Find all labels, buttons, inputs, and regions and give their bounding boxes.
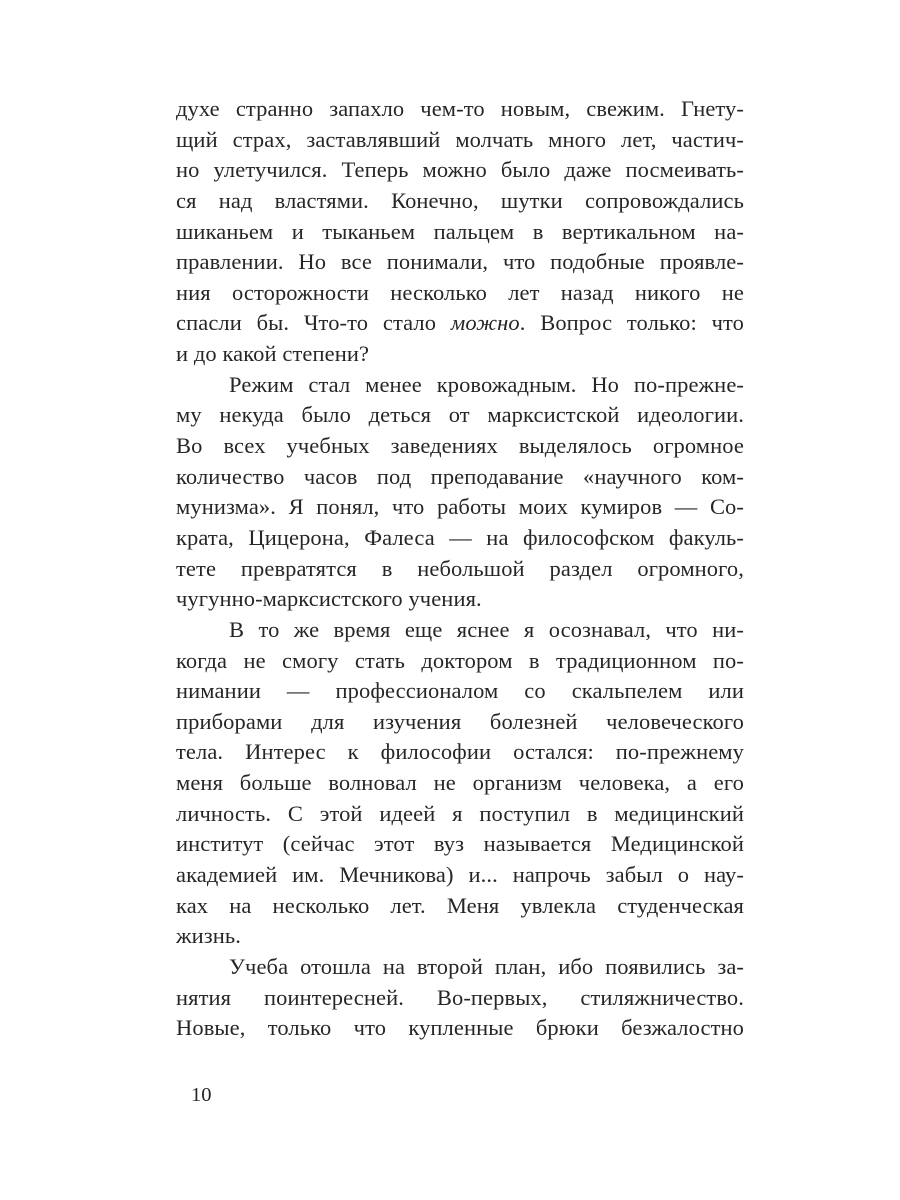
text-line: институт (сейчас этот вуз называется Медицинской <box>176 831 744 857</box>
text-line: мунизма». Я понял, что работы моих кумиров — Со- <box>176 494 744 520</box>
text-line: шиканьем и тыканьем пальцем в вертикальном на- <box>176 218 744 244</box>
text-line: жизнь. <box>176 923 242 949</box>
text-line: нятия поинтересней. Во-первых, стиляжничество. <box>176 984 744 1010</box>
text-line: Учеба отошла на второй план, ибо появились за- <box>229 953 744 979</box>
text-line: правлении. Но все понимали, что подобные проявле- <box>176 249 744 275</box>
text-line: Новые, только что купленные брюки безжалостно <box>176 1015 744 1041</box>
page-text-block <box>176 94 744 1044</box>
italic-word: можно <box>450 310 520 336</box>
text-line: и до какой степени? <box>176 341 370 367</box>
text-line: но улетучился. Теперь можно было даже посмеивать- <box>176 157 744 183</box>
text-line: приборами для изучения болезней человеческого <box>176 708 744 734</box>
text-line: Во всех учебных заведениях выделялось огромное <box>176 433 744 459</box>
text-line: меня больше волновал не организм человека, а его <box>176 770 744 796</box>
text-line: когда не смогу стать доктором в традиционном по- <box>176 647 744 673</box>
text-line: тела. Интерес к философии остался: по-прежнему <box>176 739 744 765</box>
text-line: крата, Цицерона, Фалеса — на философском факуль- <box>176 524 744 550</box>
page-number: 10 <box>191 1084 212 1106</box>
text-line: В то же время еще яснее я осознавал, что ни- <box>229 616 744 642</box>
text-line: академией им. Мечникова) и... напрочь забыл о нау- <box>176 862 744 888</box>
text-line: духе странно запахло чем-то новым, свежим. Гнету- <box>176 96 744 121</box>
text-line: нимании — профессионалом со скальпелем или <box>176 678 744 704</box>
text-segment: . Вопрос только: что <box>519 310 744 336</box>
text-line: ках на несколько лет. Меня увлекла студенческая <box>176 892 744 918</box>
text-line: ния осторожности несколько лет назад никого не <box>176 279 744 305</box>
text-line: тете превратятся в небольшой раздел огромного, <box>176 555 744 581</box>
text-line: ся над властями. Конечно, шутки сопровождались <box>176 187 744 213</box>
text-line: Режим стал менее кровожадным. Но по-прежне- <box>229 371 744 397</box>
text-line: щий страх, заставлявший молчать много лет, частич- <box>176 126 744 152</box>
text-segment: спасли бы. Что-то стало <box>176 310 451 336</box>
text-line: количество часов под преподавание «научного ком- <box>176 463 744 489</box>
text-line: личность. С этой идеей я поступил в медицинский <box>176 800 744 826</box>
text-line: чугунно-марксистского учения. <box>176 586 482 612</box>
text-line <box>176 308 744 339</box>
text-line: му некуда было деться от марксистской идеологии. <box>176 402 744 428</box>
